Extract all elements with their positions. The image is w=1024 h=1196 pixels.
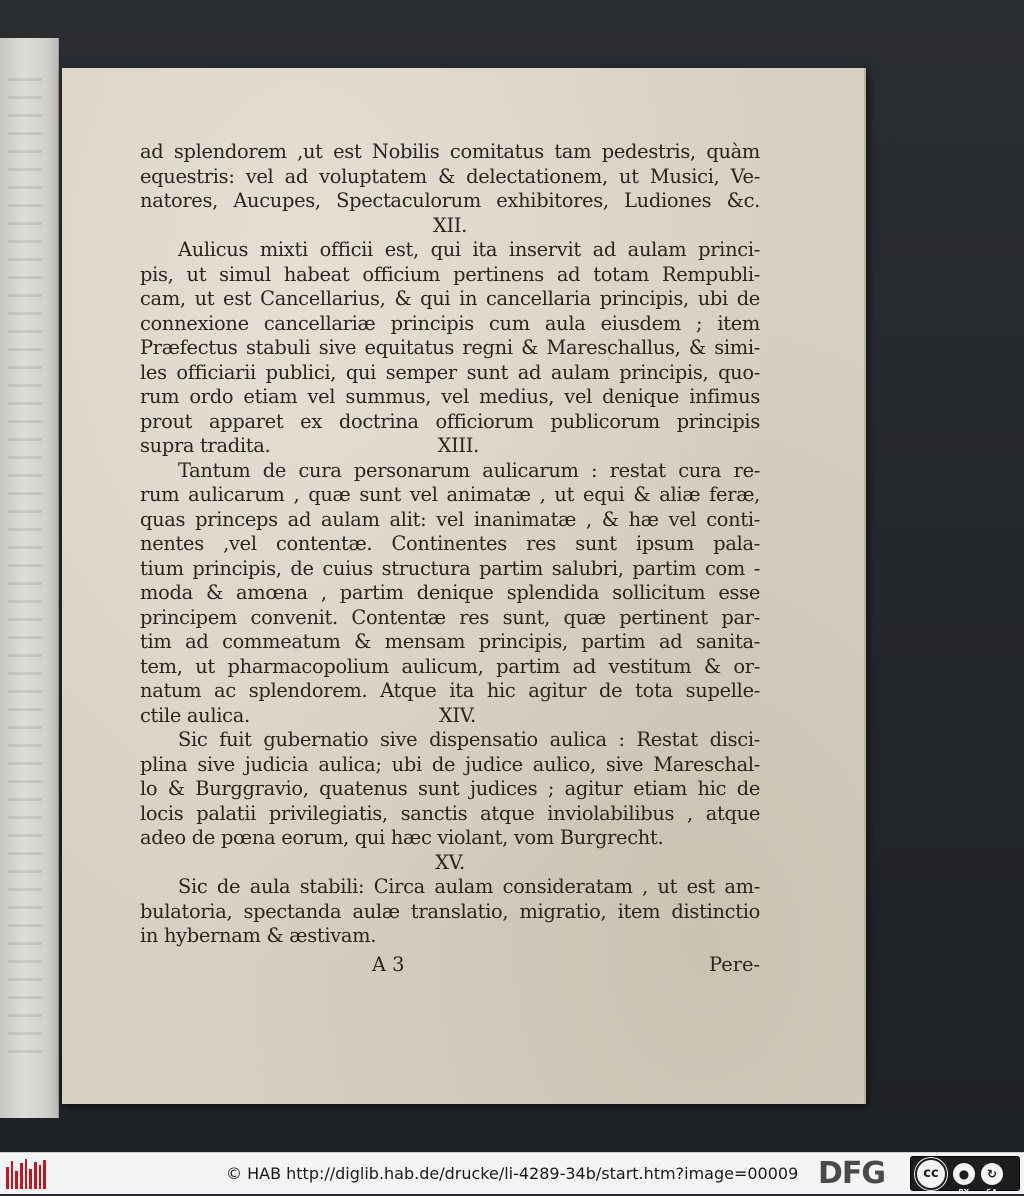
dfg-logo: DFG <box>818 1156 886 1191</box>
text-line-content: ctile aulica. <box>140 703 250 727</box>
text-line: Præfectus stabuli sive equitatus regni & Mareschallus, & simi- <box>140 336 760 359</box>
text-line: lo & Burggravio, quatenus sunt judices ; agitur etiam hic de <box>140 777 760 800</box>
book-page <box>62 68 866 1104</box>
text-line: nentes ,vel contentæ. Continentes res sunt ipsum pala- <box>140 532 760 555</box>
circular-arrow-icon: ↻ <box>986 1166 998 1181</box>
text-line: moda & amœna , partim denique splendida sollicitum esse <box>140 581 760 604</box>
section-heading: XIII. <box>437 434 480 457</box>
text-line: ad splendorem ,ut est Nobilis comitatus tam pedestris, quàm <box>140 140 760 163</box>
text-line: bulatoria, spectanda aulæ translatio, migratio, item distinctio <box>140 899 760 923</box>
text-line: natum ac splendorem. Atque ita hic agitur de tota supelle- <box>140 679 760 702</box>
text-line: prout apparet ex doctrina officiorum publicorum principis <box>140 409 760 433</box>
text-line: pis, ut simul habeat officium pertinens ad totam Rempubli- <box>140 262 760 286</box>
share-alike-icon <box>981 1163 1003 1196</box>
text-line: rum aulicarum , quæ sunt vel animatæ , ut equi & aliæ feræ, <box>140 483 760 506</box>
cc-license-badge[interactable] <box>910 1156 1020 1196</box>
cc-icon: cc <box>915 1158 947 1190</box>
text-line: adeo de pœna eorum, qui hæc violant, vom Burgrecht. <box>140 826 664 849</box>
catchword: Pere- <box>709 953 760 976</box>
text-line: cam, ut est Cancellarius, & qui in cancellaria principis, ubi de <box>140 287 760 310</box>
text-line: Sic fuit gubernatio sive dispensatio aulica : Restat disci- <box>178 728 760 751</box>
text-line: tium principis, de cuius structura partim salubri, partim com - <box>140 556 760 580</box>
text-line: connexione cancellariæ principis cum aula eiusdem ; item <box>140 311 760 335</box>
hab-logo-icon <box>6 1159 46 1189</box>
text-line: Tantum de cura personarum aulicarum : restat cura re- <box>178 458 760 482</box>
sa-label: SA <box>986 1187 998 1196</box>
text-line-content: supra tradita. <box>140 434 271 457</box>
text-line: locis palatii privilegiatis, sanctis atque inviolabilibus , atque <box>140 801 760 825</box>
text-line: rum ordo etiam vel summus, vel medius, vel denique infimus <box>140 385 760 408</box>
page-text <box>140 140 760 949</box>
text-line: equestris: vel ad voluptatem & delectationem, ut Musici, Ve- <box>140 164 760 188</box>
text-line: tim ad commeatum & mensam principis, partim ad sanita- <box>140 630 760 653</box>
by-attribution-icon <box>953 1163 975 1196</box>
signature-mark: A 3 <box>372 953 405 976</box>
text-line: natores, Aucupes, Spectaculorum exhibitores, Ludiones &c. <box>140 189 760 212</box>
text-line <box>140 434 760 459</box>
section-heading: XII. <box>432 213 468 237</box>
section-heading: XIV. <box>438 703 476 727</box>
text-line: les officiarii publici, qui semper sunt ad aulam principis, quo- <box>140 360 760 384</box>
text-line: in hybernam & æstivam. <box>140 924 377 947</box>
facing-page-edge <box>0 38 59 1118</box>
page-footer <box>140 953 760 983</box>
text-line: tem, ut pharmacopolium aulicum, partim ad vestitum & or- <box>140 654 760 678</box>
text-line: plina sive judicia aulica; ubi de judice aulico, sive Mareschal- <box>140 752 760 776</box>
section-heading: XV. <box>435 850 465 874</box>
viewer-footer <box>0 1152 1024 1194</box>
text-line: Sic de aula stabili: Circa aulam consideratam , ut est am- <box>178 875 760 898</box>
text-line: quas princeps ad aulam alit: vel inanimatæ , & hæ vel conti- <box>140 507 760 531</box>
person-icon: ● <box>958 1166 970 1181</box>
copyright-link[interactable]: © HAB http://diglib.hab.de/drucke/li-4289-34b/start.htm?image=00009 <box>226 1164 799 1183</box>
by-label: BY <box>958 1187 970 1196</box>
text-line: principem convenit. Contentæ res sunt, quæ pertinent par- <box>140 605 760 629</box>
text-line <box>140 704 760 729</box>
text-line: Aulicus mixti officii est, qui ita inservit ad aulam princi- <box>178 238 760 261</box>
